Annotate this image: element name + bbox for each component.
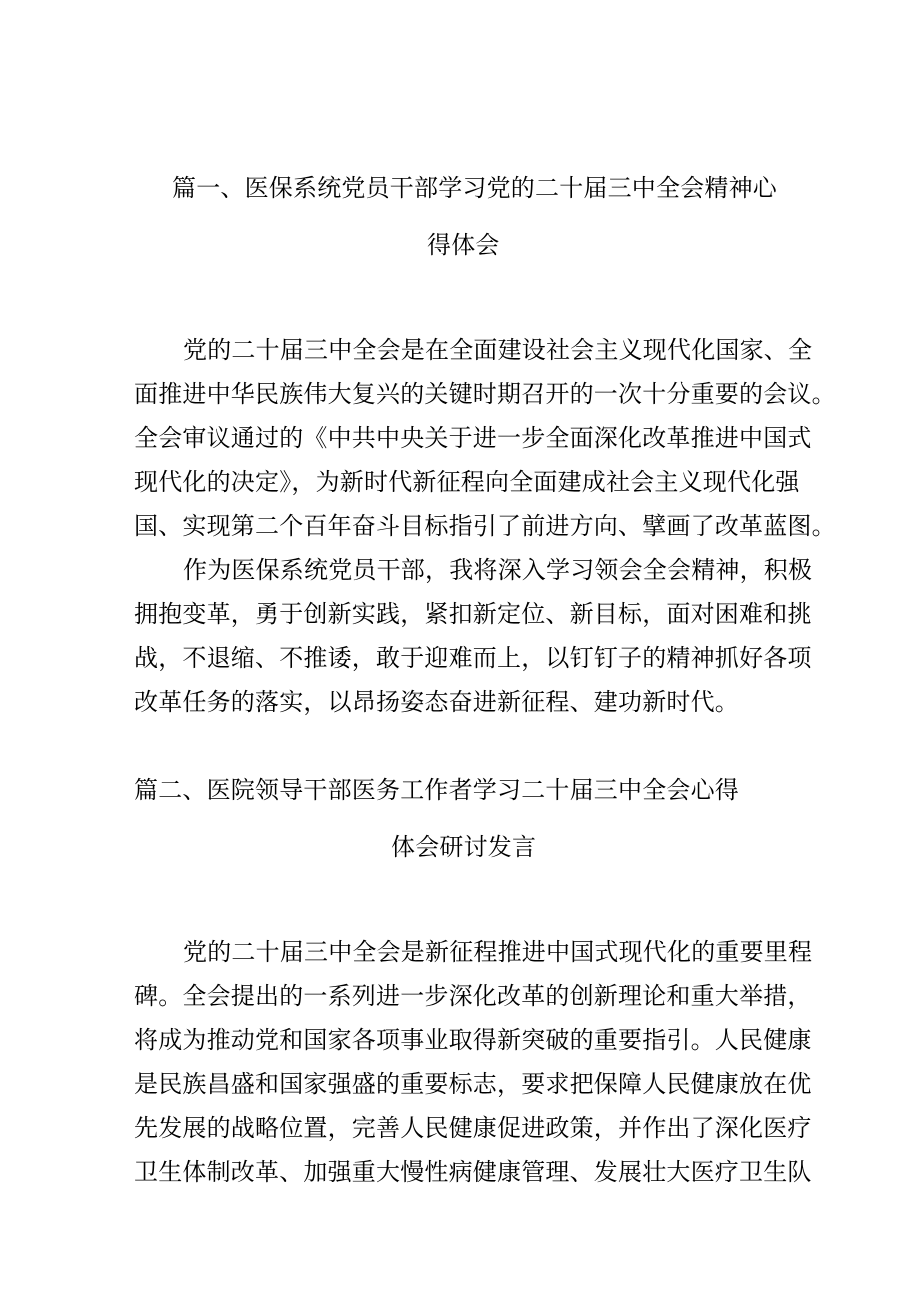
section-1-paragraph-1-line-3: 全会审议通过的《中共中央关于进一步全面深化改革推进中国式 xyxy=(134,424,812,452)
section-1-paragraph-1-line-2: 面推进中华民族伟大复兴的关键时期召开的一次十分重要的会议。 xyxy=(134,380,836,408)
section-1-heading-line-1: 篇一、医保系统党员干部学习党的二十届三中全会精神心 xyxy=(172,174,777,202)
section-2-paragraph-1-line-4: 是民族昌盛和国家强盛的重要标志，要求把保障人民健康放在优 xyxy=(134,1070,812,1098)
section-2-paragraph-1-line-2: 碑。全会提出的一系列进一步深化改革的创新理论和重大举措， xyxy=(134,982,812,1010)
section-2-paragraph-1-line-3: 将成为推动党和国家各项事业取得新突破的重要指引。人民健康 xyxy=(134,1026,812,1054)
section-1-paragraph-1-line-5: 国、实现第二个百年奋斗目标指引了前进方向、擘画了改革蓝图。 xyxy=(134,512,836,540)
section-2-paragraph-1-line-6: 卫生体制改革、加强重大慢性病健康管理、发展壮大医疗卫生队 xyxy=(134,1158,812,1186)
section-1-heading-line-2: 得体会 xyxy=(427,231,500,259)
section-1-paragraph-1-line-1: 党的二十届三中全会是在全面建设社会主义现代化国家、全 xyxy=(183,336,813,364)
section-1-paragraph-2-line-4: 改革任务的落实，以昂扬姿态奋进新征程、建功新时代。 xyxy=(134,688,739,716)
section-1-paragraph-2-line-2: 拥抱变革，勇于创新实践，紧扣新定位、新目标，面对困难和挑 xyxy=(134,600,812,628)
section-1-paragraph-2-line-1: 作为医保系统党员干部，我将深入学习领会全会精神，积极 xyxy=(183,556,813,584)
section-2-paragraph-1-line-1: 党的二十届三中全会是新征程推进中国式现代化的重要里程 xyxy=(183,938,813,966)
section-2-paragraph-1-line-5: 先发展的战略位置，完善人民健康促进政策，并作出了深化医疗 xyxy=(134,1114,812,1142)
section-1-paragraph-1-line-4: 现代化的决定》，为新时代新征程向全面建成社会主义现代化强 xyxy=(134,468,800,496)
section-2-heading-line-1: 篇二、医院领导干部医务工作者学习二十届三中全会心得 xyxy=(134,776,739,804)
section-2-heading-line-2: 体会研讨发言 xyxy=(391,833,537,861)
section-1-paragraph-2-line-3: 战，不退缩、不推诿，敢于迎难而上，以钉钉子的精神抓好各项 xyxy=(134,644,812,672)
